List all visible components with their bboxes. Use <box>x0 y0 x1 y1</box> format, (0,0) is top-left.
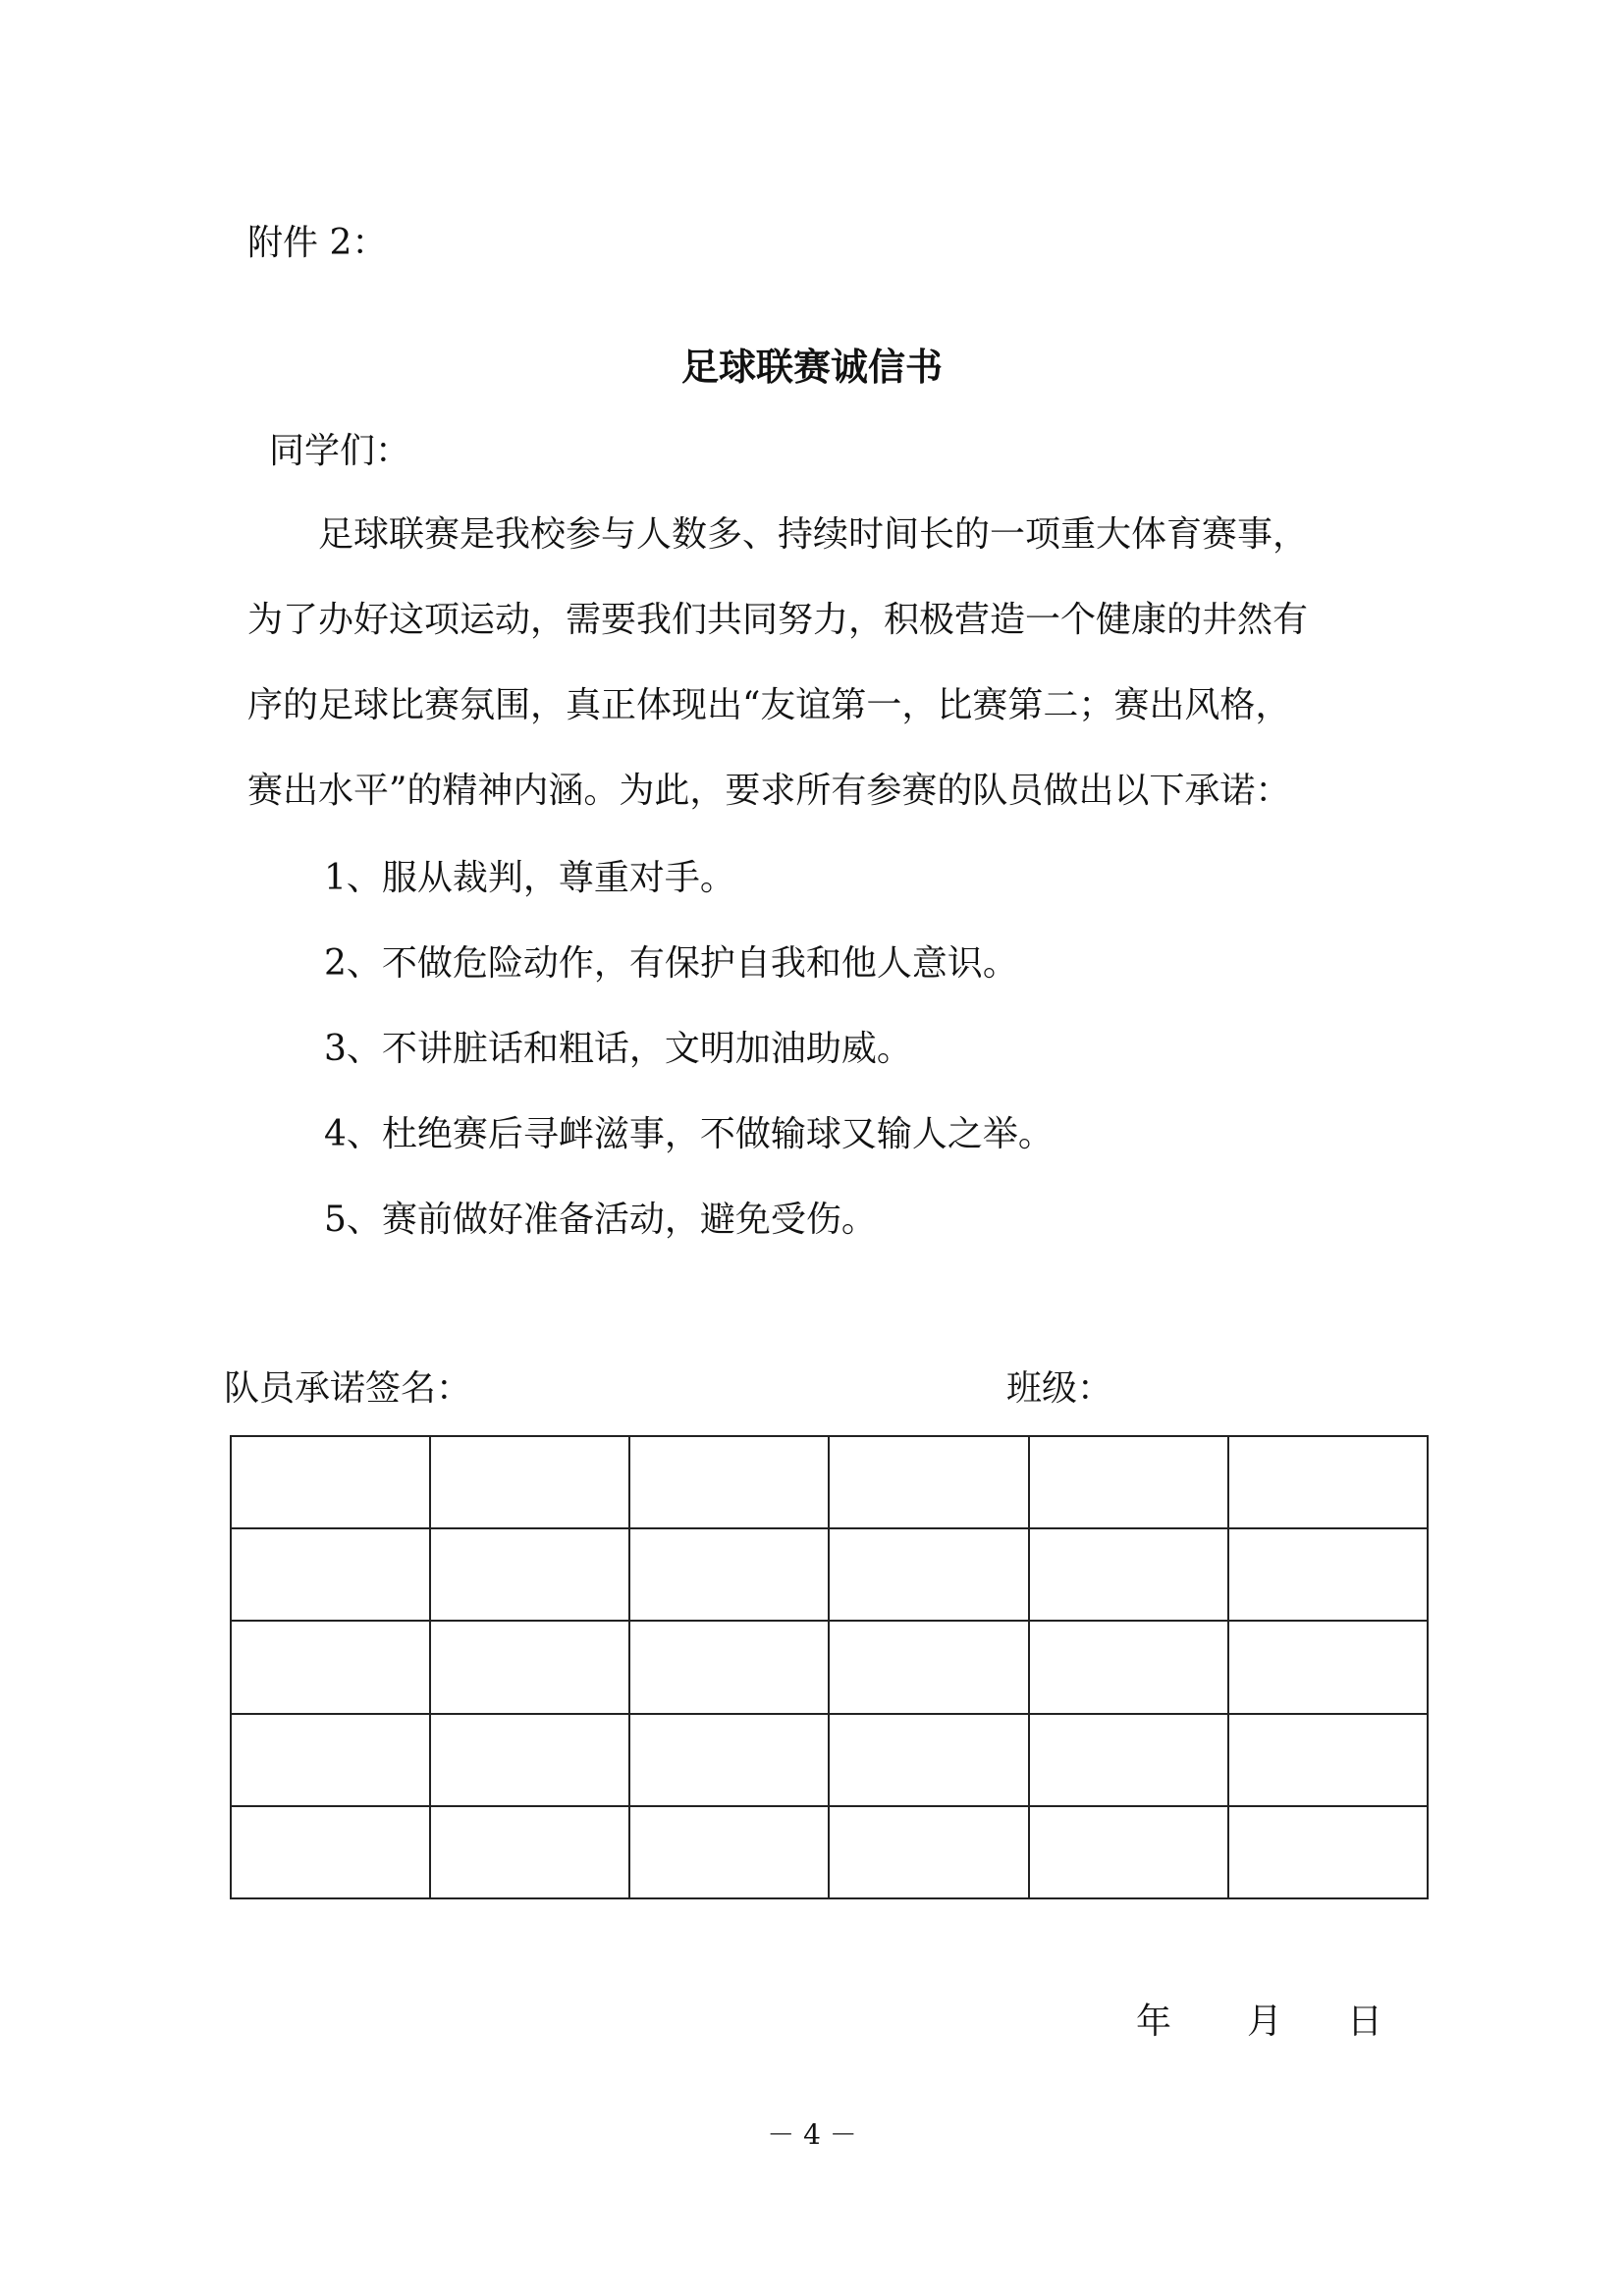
commitment-item: 1、服从裁判，尊重对手。 <box>324 858 735 898</box>
signature-cell[interactable] <box>829 1621 1028 1713</box>
class-label: 班级： <box>1006 1368 1113 1409</box>
signature-table-row <box>231 1528 1428 1621</box>
signature-table-row <box>231 1714 1428 1806</box>
signature-cell[interactable] <box>231 1714 430 1806</box>
signature-cell[interactable] <box>629 1528 829 1621</box>
document-title: 足球联赛诚信书 <box>680 346 943 389</box>
signature-table-row <box>231 1806 1428 1898</box>
signature-cell[interactable] <box>231 1436 430 1528</box>
signature-cell[interactable] <box>1029 1714 1228 1806</box>
paragraph-line: 序的足球比赛氛围，真正体现出“友谊第一，比赛第二；赛出风格， <box>247 685 1291 725</box>
signature-cell[interactable] <box>430 1528 629 1621</box>
commitment-item: 2、不做危险动作，有保护自我和他人意识。 <box>324 943 1018 984</box>
commitment-item: 4、杜绝赛后寻衅滋事，不做输球又输人之举。 <box>324 1114 1054 1154</box>
signature-table <box>230 1435 1429 1899</box>
commitment-item: 3、不讲脏话和粗话，文明加油助威。 <box>324 1029 912 1069</box>
body-paragraph <box>247 506 1386 847</box>
signature-cell[interactable] <box>1029 1528 1228 1621</box>
signature-table-row <box>231 1436 1428 1528</box>
date-day-label: 日 <box>1347 2002 1383 2042</box>
commitment-item: 5、赛前做好准备活动，避免受伤。 <box>324 1200 877 1240</box>
signature-cell[interactable] <box>231 1621 430 1713</box>
page-number: － 4 － <box>767 2118 857 2151</box>
signature-cell[interactable] <box>1029 1436 1228 1528</box>
date-month-label: 月 <box>1247 2002 1283 2042</box>
signature-cell[interactable] <box>629 1714 829 1806</box>
signature-cell[interactable] <box>829 1528 1028 1621</box>
commitment-list <box>324 849 1054 1276</box>
signature-cell[interactable] <box>1029 1621 1228 1713</box>
signature-cell[interactable] <box>629 1436 829 1528</box>
signature-cell[interactable] <box>1029 1806 1228 1898</box>
attachment-label: 附件 2： <box>247 223 388 263</box>
signature-cell[interactable] <box>231 1806 430 1898</box>
signature-cell[interactable] <box>1228 1714 1428 1806</box>
signature-cell[interactable] <box>629 1806 829 1898</box>
signature-cell[interactable] <box>1228 1806 1428 1898</box>
signature-cell[interactable] <box>829 1436 1028 1528</box>
signature-table-row <box>231 1621 1428 1713</box>
signature-cell[interactable] <box>430 1714 629 1806</box>
signature-cell[interactable] <box>430 1621 629 1713</box>
paragraph-line: 赛出水平”的精神内涵。为此，要求所有参赛的队员做出以下承诺： <box>247 771 1291 811</box>
signature-cell[interactable] <box>1228 1528 1428 1621</box>
greeting: 同学们： <box>269 431 411 471</box>
signature-cell[interactable] <box>829 1714 1028 1806</box>
signature-cell[interactable] <box>829 1806 1028 1898</box>
paragraph-line: 为了办好这项运动，需要我们共同努力，积极营造一个健康的井然有 <box>247 600 1309 640</box>
signature-cell[interactable] <box>430 1436 629 1528</box>
sign-label: 队员承诺签名： <box>224 1368 472 1409</box>
signature-cell[interactable] <box>231 1528 430 1621</box>
signature-cell[interactable] <box>1228 1436 1428 1528</box>
date-year-label: 年 <box>1136 2002 1172 2042</box>
signature-cell[interactable] <box>430 1806 629 1898</box>
signature-cell[interactable] <box>629 1621 829 1713</box>
signature-cell[interactable] <box>1228 1621 1428 1713</box>
paragraph-line: 足球联赛是我校参与人数多、持续时间长的一项重大体育赛事， <box>247 514 1309 555</box>
